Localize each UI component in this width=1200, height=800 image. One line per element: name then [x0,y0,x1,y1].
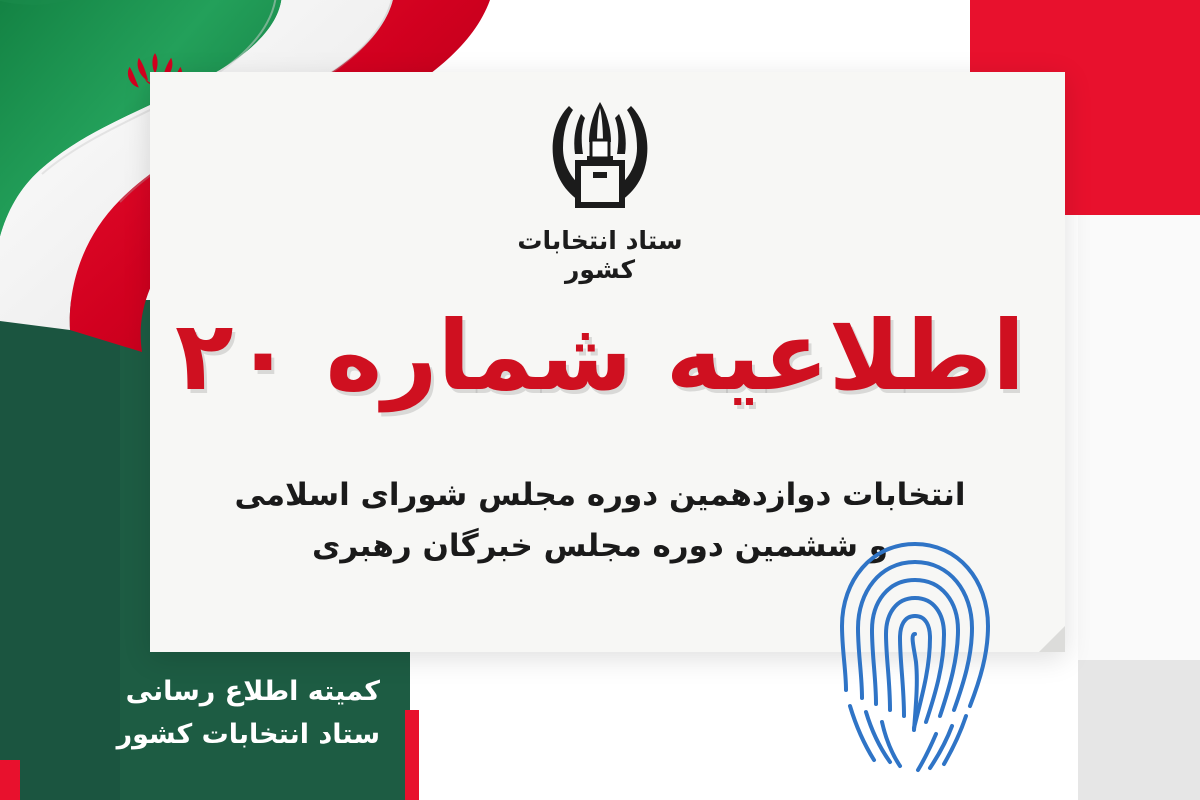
emblem-icon [535,100,665,220]
footer-credits [60,670,380,756]
background-red-block-bottom-left [0,760,20,800]
subtitle-line-2: و ششمین دوره مجلس خبرگان رهبری [311,528,889,565]
election-headquarters-emblem-block [500,100,700,284]
background-gray-block-bottom-right [1078,660,1200,800]
footer-line-1: کمیته اطلاع رسانی [125,675,380,707]
subtitle-block [0,470,1200,572]
background-red-strip-bottom [405,710,419,800]
background-gray-band-right [1078,215,1200,665]
fingerprint-icon [820,530,1010,780]
footer-line-2: ستاد انتخابات کشور [116,718,380,750]
card-corner-fold [1039,626,1065,652]
subtitle-line-1: انتخابات دوازدهمین دوره مجلس شورای اسلامی [234,477,966,513]
page-title: اطلاعیه شماره ۲۰ [175,300,1025,412]
emblem-caption: ستاد انتخابات کشور [517,226,683,284]
